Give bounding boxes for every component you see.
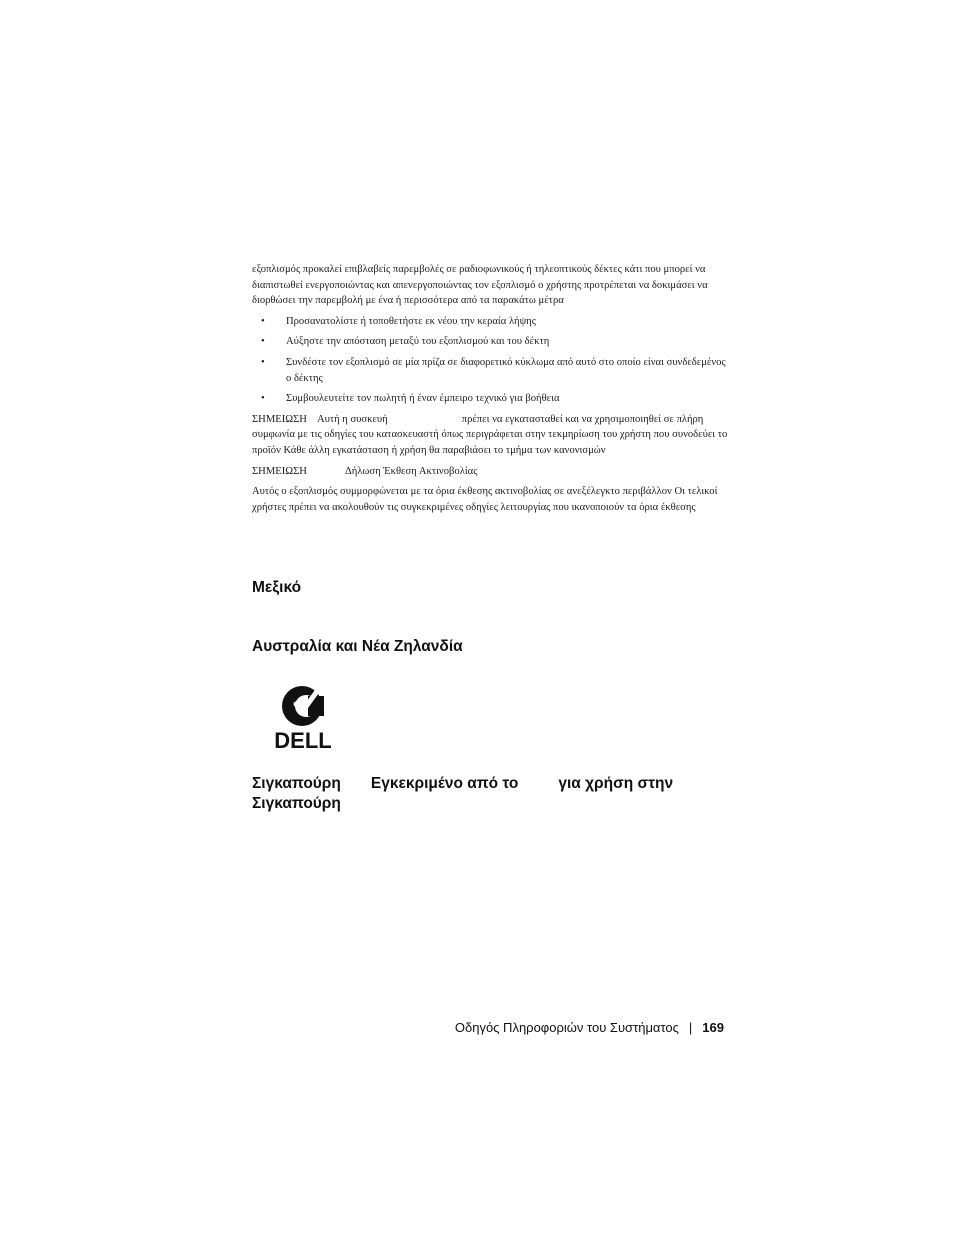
heading-mexico: Μεξικό [252, 579, 302, 596]
footer-separator: | [688, 1020, 693, 1035]
note-text: Δήλωση Έκθεση Ακτινοβολίας [344, 465, 478, 477]
list-item [252, 355, 728, 386]
note-text-start: Αυτή η συσκευή [316, 413, 388, 425]
list-item [252, 391, 728, 407]
heading-part: Σιγκαπούρη [252, 775, 341, 792]
list-item-text: Προσανατολίστε ή τοποθετήστε εκ νέου την κεραία λήψης [286, 315, 536, 327]
heading-part: για χρήση στην [558, 775, 674, 792]
bullet-icon: • [261, 315, 265, 327]
intro-paragraph: εξοπλισμός προκαλεί επιβλαβείς παρεμβολές σε ραδιοφωνικούς ή τηλεοπτικούς δέκτες κάτι που μπορεί να διαπιστωθεί ενεργοποιώντας και απενεργοποιώντας τον εξοπλισμό ο χρήστης προτρέπεται να δοκιμάσει να διορθώσει την παρεμβολή με ένα ή περισσότερα από τα παρακάτω μέτρα [252, 264, 708, 307]
mitigation-list [252, 314, 728, 407]
bullet-icon: • [261, 393, 265, 405]
heading-australia: Αυστραλία και Νέα Ζηλανδία [252, 638, 463, 655]
list-item-text: Συνδέστε τον εξοπλισμό σε μία πρίζα σε διαφορετικό κύκλωμα από αυτό στο οποίο είναι συνδεδεμένος ο δέκτης [286, 356, 726, 384]
dell-logo-text: DELL [274, 728, 332, 752]
main-text-block [252, 262, 728, 515]
footer-guide-title: Οδηγός Πληροφοριών του Συστήματος [454, 1020, 679, 1035]
note-label: ΣΗΜΕΙΩΣΗ [252, 465, 307, 477]
radiation-paragraph: Αυτός ο εξοπλισμός συμμορφώνεται με τα όρια έκθεσης ακτινοβολίας σε ανεξέλεγκτο περιβάλλον Οι τελικοί χρήστες πρέπει να ακολουθούν τις συγκεκριμένες οδηγίες λειτουργίας που ικανοποιούν τα όρια έκθεσης [252, 486, 718, 513]
heading-part: Σιγκαπούρη [252, 795, 341, 812]
list-item-text: Αύξηστε την απόσταση μεταξύ του εξοπλισμού και του δέκτη [286, 336, 550, 348]
heading-part: Εγκεκριμένο από το [370, 775, 519, 792]
bullet-icon: • [261, 356, 265, 368]
installation-note [252, 412, 728, 459]
heading-singapore [252, 774, 712, 814]
list-item [252, 314, 728, 330]
c-tick-mark-icon [262, 684, 344, 752]
list-item-text: Συμβουλευτείτε τον πωλητή ή έναν έμπειρο τεχνικό για βοήθεια [286, 393, 560, 405]
radiation-note [252, 464, 728, 480]
note-label: ΣΗΜΕΙΩΣΗ [252, 413, 307, 425]
page-number: 169 [702, 1020, 724, 1035]
list-item [252, 334, 728, 350]
note-text-rest: πρέπει να εγκατασταθεί και να χρησιμοποιηθεί σε πλήρη συμφωνία με τις οδηγίες του κατασκευαστή όπως περιγράφεται στην τεκμηρίωση του χρήστη που συνοδεύει το προϊόν Κάθε άλλη εγκατάσταση ή χρήση θα παραβιάσει το τμήμα των κανονισμών [252, 413, 728, 456]
page-footer [455, 1020, 724, 1035]
bullet-icon: • [261, 336, 265, 348]
c-tick-dell-logo [262, 684, 344, 752]
